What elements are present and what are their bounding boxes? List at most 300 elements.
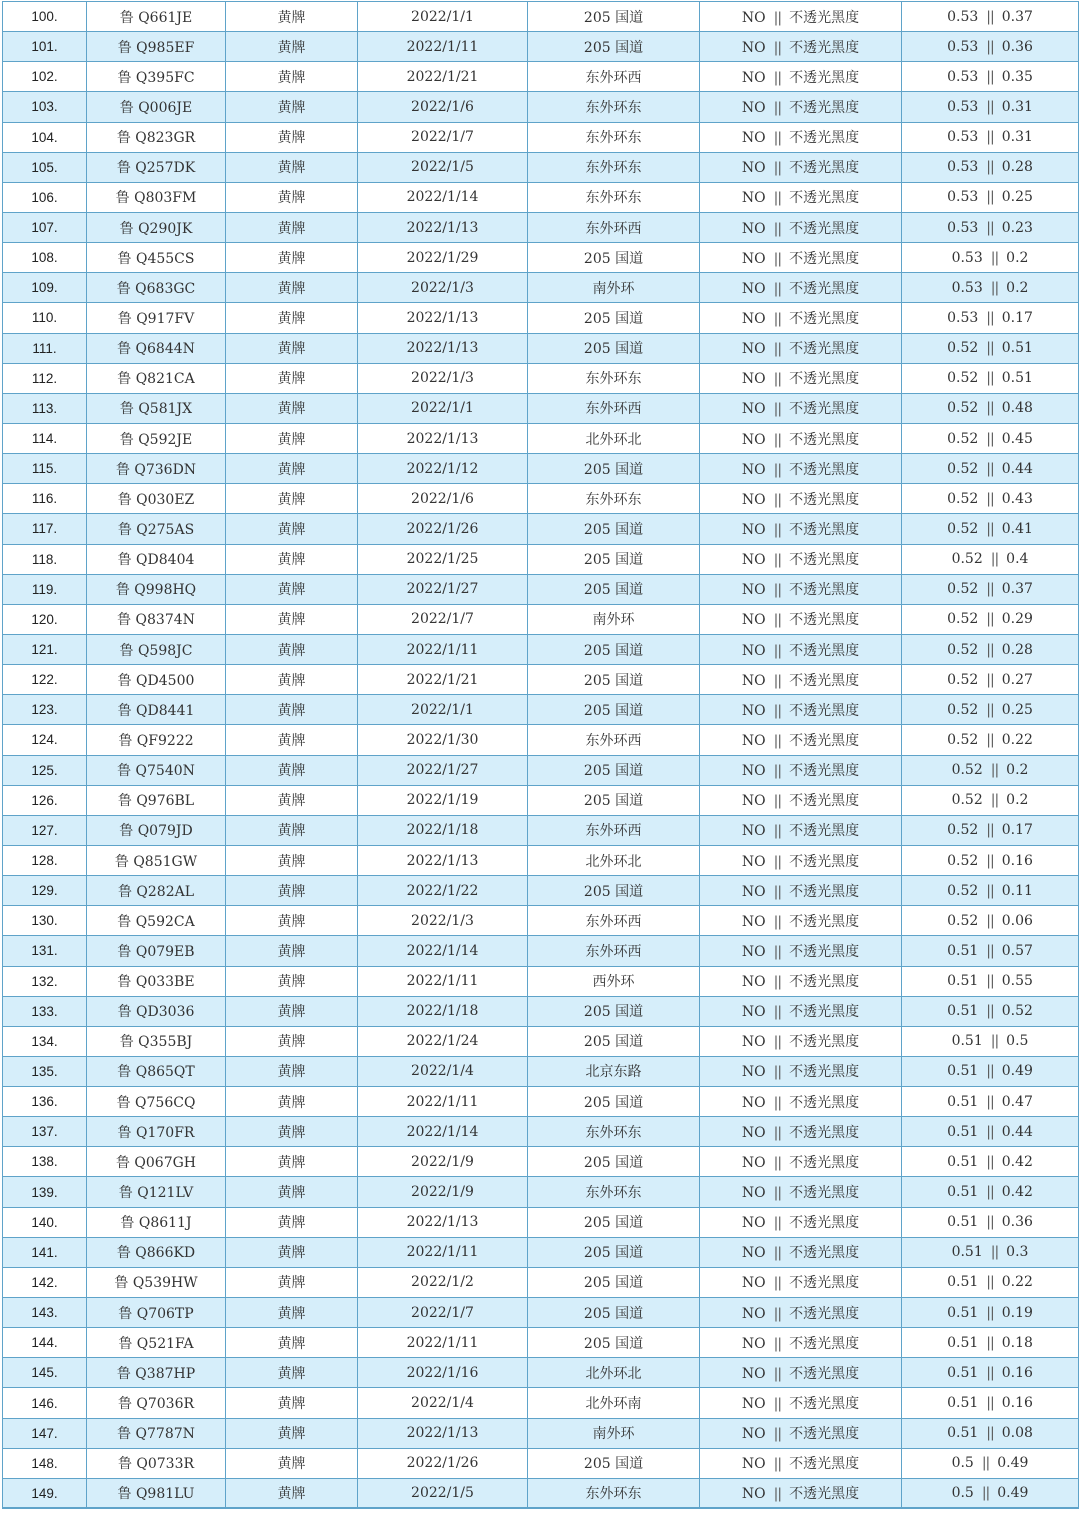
test-item: 不透光黑度 bbox=[789, 582, 860, 599]
measured-value-2: 0.25 bbox=[1001, 701, 1033, 718]
measured-value-1: 0.52 bbox=[947, 581, 979, 598]
result-flag: NO bbox=[741, 793, 766, 810]
test-item-cell bbox=[700, 62, 902, 92]
measured-values-cell bbox=[902, 544, 1079, 574]
table-row bbox=[3, 845, 1079, 875]
separator: || bbox=[773, 461, 782, 478]
separator: || bbox=[986, 882, 994, 899]
separator: || bbox=[986, 38, 994, 55]
measured-value-1: 0.51 bbox=[947, 1153, 979, 1170]
table-row bbox=[3, 1388, 1079, 1418]
result-flag: NO bbox=[741, 431, 766, 448]
test-item: 不透光黑度 bbox=[789, 431, 860, 448]
table-row bbox=[3, 92, 1079, 122]
test-item-cell bbox=[700, 1207, 902, 1237]
row-number: 118. bbox=[3, 544, 87, 574]
test-item-cell bbox=[700, 695, 902, 725]
measured-value-1: 0.52 bbox=[947, 340, 979, 357]
measured-value-2: 0.44 bbox=[1001, 1123, 1033, 1140]
inspection-date: 2022/1/11 bbox=[358, 1237, 528, 1267]
inspection-date: 2022/1/1 bbox=[358, 695, 528, 725]
table-body bbox=[3, 2, 1079, 1509]
test-item: 不透光黑度 bbox=[789, 1335, 860, 1352]
measured-values-cell bbox=[902, 1207, 1079, 1237]
measured-values-cell bbox=[902, 363, 1079, 393]
measured-value-1: 0.52 bbox=[947, 400, 979, 417]
road-location: 西外环 bbox=[528, 966, 700, 996]
test-item: 不透光黑度 bbox=[789, 974, 860, 991]
table-row bbox=[3, 393, 1079, 423]
row-number: 113. bbox=[3, 393, 87, 423]
test-item-cell bbox=[700, 243, 902, 273]
test-item-cell bbox=[700, 1478, 902, 1508]
row-number: 101. bbox=[3, 32, 87, 62]
row-number: 123. bbox=[3, 695, 87, 725]
road-location: 东外环东 bbox=[528, 182, 700, 212]
separator: || bbox=[773, 39, 782, 56]
plate-color: 黄牌 bbox=[226, 785, 358, 815]
measured-values-cell bbox=[902, 876, 1079, 906]
row-number: 147. bbox=[3, 1418, 87, 1448]
road-location: 205 国道 bbox=[528, 755, 700, 785]
result-flag: NO bbox=[741, 461, 766, 478]
test-item: 不透光黑度 bbox=[789, 1154, 860, 1171]
measured-value-1: 0.52 bbox=[947, 671, 979, 688]
inspection-date: 2022/1/27 bbox=[358, 574, 528, 604]
table-row bbox=[3, 725, 1079, 755]
measured-values-cell bbox=[902, 996, 1079, 1026]
measured-value-2: 0.36 bbox=[1001, 38, 1033, 55]
measured-value-1: 0.52 bbox=[947, 611, 979, 628]
table-row bbox=[3, 514, 1079, 544]
measured-values-cell bbox=[902, 966, 1079, 996]
separator: || bbox=[773, 823, 782, 840]
measured-values-cell bbox=[902, 182, 1079, 212]
measured-value-1: 0.53 bbox=[947, 38, 979, 55]
separator: || bbox=[773, 642, 782, 659]
test-item: 不透光黑度 bbox=[789, 1215, 860, 1232]
inspection-date: 2022/1/13 bbox=[358, 1207, 528, 1237]
road-location: 东外环东 bbox=[528, 122, 700, 152]
test-item-cell bbox=[700, 152, 902, 182]
table-row bbox=[3, 815, 1079, 845]
plate-number: 鲁 Q387HP bbox=[87, 1358, 226, 1388]
table-row bbox=[3, 484, 1079, 514]
table-row bbox=[3, 32, 1079, 62]
measured-values-cell bbox=[902, 1478, 1079, 1508]
table-row bbox=[3, 1117, 1079, 1147]
inspection-date: 2022/1/11 bbox=[358, 1087, 528, 1117]
plate-number: 鲁 QD3036 bbox=[87, 996, 226, 1026]
plate-color: 黄牌 bbox=[226, 514, 358, 544]
table-row bbox=[3, 936, 1079, 966]
plate-number: 鲁 Q355BJ bbox=[87, 1026, 226, 1056]
separator: || bbox=[773, 1034, 782, 1051]
inspection-date: 2022/1/11 bbox=[358, 32, 528, 62]
measured-value-1: 0.51 bbox=[947, 1003, 979, 1020]
measured-value-1: 0.51 bbox=[947, 942, 979, 959]
measured-values-cell bbox=[902, 695, 1079, 725]
row-number: 125. bbox=[3, 755, 87, 785]
separator: || bbox=[986, 1063, 994, 1080]
test-item: 不透光黑度 bbox=[789, 280, 860, 297]
plate-color: 黄牌 bbox=[226, 1418, 358, 1448]
separator: || bbox=[773, 9, 782, 26]
test-item-cell bbox=[700, 604, 902, 634]
row-number: 132. bbox=[3, 966, 87, 996]
result-flag: NO bbox=[741, 1456, 766, 1473]
measured-value-2: 0.2 bbox=[1006, 279, 1029, 296]
plate-color: 黄牌 bbox=[226, 906, 358, 936]
inspection-date: 2022/1/6 bbox=[358, 92, 528, 122]
test-item-cell bbox=[700, 2, 902, 32]
table-row bbox=[3, 1026, 1079, 1056]
test-item-cell bbox=[700, 755, 902, 785]
test-item: 不透光黑度 bbox=[789, 69, 860, 86]
separator: || bbox=[773, 310, 782, 327]
test-item-cell bbox=[700, 1388, 902, 1418]
plate-color: 黄牌 bbox=[226, 1087, 358, 1117]
plate-number: 鲁 QF9222 bbox=[87, 725, 226, 755]
test-item: 不透光黑度 bbox=[789, 1396, 860, 1413]
separator: || bbox=[773, 1456, 782, 1473]
table-row bbox=[3, 1087, 1079, 1117]
test-item: 不透光黑度 bbox=[789, 612, 860, 629]
table-row bbox=[3, 333, 1079, 363]
test-item: 不透光黑度 bbox=[789, 702, 860, 719]
table-row bbox=[3, 1056, 1079, 1086]
test-item-cell bbox=[700, 544, 902, 574]
inspection-date: 2022/1/7 bbox=[358, 122, 528, 152]
row-number: 135. bbox=[3, 1056, 87, 1086]
measured-value-2: 0.08 bbox=[1001, 1425, 1033, 1442]
plate-number: 鲁 Q257DK bbox=[87, 152, 226, 182]
plate-color: 黄牌 bbox=[226, 755, 358, 785]
measured-value-1: 0.52 bbox=[947, 460, 979, 477]
measured-value-1: 0.5 bbox=[951, 1455, 974, 1472]
measured-value-1: 0.51 bbox=[947, 1214, 979, 1231]
measured-value-1: 0.53 bbox=[947, 8, 979, 25]
test-item: 不透光黑度 bbox=[789, 1365, 860, 1382]
plate-number: 鲁 Q706TP bbox=[87, 1298, 226, 1328]
separator: || bbox=[773, 1094, 782, 1111]
plate-color: 黄牌 bbox=[226, 966, 358, 996]
result-flag: NO bbox=[741, 974, 766, 991]
test-item-cell bbox=[700, 122, 902, 152]
test-item: 不透光黑度 bbox=[789, 401, 860, 418]
test-item-cell bbox=[700, 32, 902, 62]
plate-number: 鲁 Q7787N bbox=[87, 1418, 226, 1448]
separator: || bbox=[986, 671, 994, 688]
test-item: 不透光黑度 bbox=[789, 461, 860, 478]
road-location: 南外环 bbox=[528, 1418, 700, 1448]
test-item: 不透光黑度 bbox=[789, 220, 860, 237]
table-row bbox=[3, 634, 1079, 664]
inspection-date: 2022/1/16 bbox=[358, 1358, 528, 1388]
separator: || bbox=[986, 1425, 994, 1442]
separator: || bbox=[981, 1455, 990, 1472]
road-location: 东外环东 bbox=[528, 92, 700, 122]
inspection-date: 2022/1/9 bbox=[358, 1147, 528, 1177]
separator: || bbox=[773, 612, 782, 629]
test-item: 不透光黑度 bbox=[789, 99, 860, 116]
road-location: 205 国道 bbox=[528, 2, 700, 32]
inspection-date: 2022/1/13 bbox=[358, 303, 528, 333]
measured-value-1: 0.53 bbox=[947, 98, 979, 115]
result-flag: NO bbox=[741, 130, 766, 147]
separator: || bbox=[986, 98, 994, 115]
table-row bbox=[3, 1298, 1079, 1328]
inspection-date: 2022/1/30 bbox=[358, 725, 528, 755]
test-item-cell bbox=[700, 484, 902, 514]
separator: || bbox=[773, 672, 782, 689]
road-location: 东外环东 bbox=[528, 363, 700, 393]
test-item: 不透光黑度 bbox=[789, 913, 860, 930]
separator: || bbox=[773, 341, 782, 358]
road-location: 北外环北 bbox=[528, 423, 700, 453]
result-flag: NO bbox=[741, 702, 766, 719]
table-row bbox=[3, 785, 1079, 815]
plate-color: 黄牌 bbox=[226, 1328, 358, 1358]
separator: || bbox=[773, 371, 782, 388]
table-row bbox=[3, 695, 1079, 725]
result-flag: NO bbox=[741, 1305, 766, 1322]
road-location: 东外环西 bbox=[528, 212, 700, 242]
inspection-date: 2022/1/13 bbox=[358, 423, 528, 453]
measured-value-2: 0.51 bbox=[1001, 370, 1033, 387]
road-location: 东外环西 bbox=[528, 725, 700, 755]
test-item-cell bbox=[700, 815, 902, 845]
plate-number: 鲁 Q079JD bbox=[87, 815, 226, 845]
measured-values-cell bbox=[902, 273, 1079, 303]
measured-value-2: 0.16 bbox=[1001, 852, 1033, 869]
row-number: 105. bbox=[3, 152, 87, 182]
test-item: 不透光黑度 bbox=[789, 130, 860, 147]
result-flag: NO bbox=[741, 1245, 766, 1262]
row-number: 142. bbox=[3, 1267, 87, 1297]
plate-number: 鲁 Q067GH bbox=[87, 1147, 226, 1177]
measured-values-cell bbox=[902, 484, 1079, 514]
inspection-date: 2022/1/12 bbox=[358, 454, 528, 484]
measured-values-cell bbox=[902, 1026, 1079, 1056]
measured-values-cell bbox=[902, 1418, 1079, 1448]
measured-value-2: 0.57 bbox=[1001, 942, 1033, 959]
row-number: 130. bbox=[3, 906, 87, 936]
separator: || bbox=[773, 793, 782, 810]
road-location: 205 国道 bbox=[528, 1207, 700, 1237]
plate-number: 鲁 QD4500 bbox=[87, 665, 226, 695]
road-location: 205 国道 bbox=[528, 1448, 700, 1478]
table-row bbox=[3, 876, 1079, 906]
measured-values-cell bbox=[902, 1087, 1079, 1117]
result-flag: NO bbox=[741, 642, 766, 659]
separator: || bbox=[986, 1123, 994, 1140]
result-flag: NO bbox=[741, 1004, 766, 1021]
inspection-date: 2022/1/7 bbox=[358, 1298, 528, 1328]
inspection-date: 2022/1/1 bbox=[358, 393, 528, 423]
measured-values-cell bbox=[902, 574, 1079, 604]
test-item-cell bbox=[700, 393, 902, 423]
plate-color: 黄牌 bbox=[226, 1026, 358, 1056]
separator: || bbox=[773, 431, 782, 448]
measured-value-2: 0.18 bbox=[1001, 1334, 1033, 1351]
plate-color: 黄牌 bbox=[226, 1448, 358, 1478]
table-row bbox=[3, 1147, 1079, 1177]
measured-value-2: 0.35 bbox=[1001, 68, 1033, 85]
measured-value-1: 0.52 bbox=[947, 852, 979, 869]
row-number: 140. bbox=[3, 1207, 87, 1237]
separator: || bbox=[986, 68, 994, 85]
inspection-date: 2022/1/9 bbox=[358, 1177, 528, 1207]
test-item-cell bbox=[700, 423, 902, 453]
result-flag: NO bbox=[741, 310, 766, 327]
road-location: 东外环西 bbox=[528, 62, 700, 92]
road-location: 205 国道 bbox=[528, 333, 700, 363]
test-item-cell bbox=[700, 454, 902, 484]
plate-color: 黄牌 bbox=[226, 273, 358, 303]
test-item-cell bbox=[700, 303, 902, 333]
measured-values-cell bbox=[902, 32, 1079, 62]
result-flag: NO bbox=[741, 1426, 766, 1443]
measured-value-1: 0.53 bbox=[947, 159, 979, 176]
separator: || bbox=[773, 853, 782, 870]
inspection-date: 2022/1/22 bbox=[358, 876, 528, 906]
row-number: 139. bbox=[3, 1177, 87, 1207]
separator: || bbox=[986, 641, 994, 658]
result-flag: NO bbox=[741, 1034, 766, 1051]
plate-number: 鲁 Q823GR bbox=[87, 122, 226, 152]
measured-values-cell bbox=[902, 1237, 1079, 1267]
separator: || bbox=[986, 822, 994, 839]
separator: || bbox=[773, 250, 782, 267]
separator: || bbox=[773, 1396, 782, 1413]
plate-number: 鲁 Q821CA bbox=[87, 363, 226, 393]
test-item: 不透光黑度 bbox=[789, 1305, 860, 1322]
inspection-date: 2022/1/13 bbox=[358, 845, 528, 875]
result-flag: NO bbox=[741, 552, 766, 569]
road-location: 205 国道 bbox=[528, 574, 700, 604]
separator: || bbox=[773, 1185, 782, 1202]
table-row bbox=[3, 363, 1079, 393]
inspection-date: 2022/1/1 bbox=[358, 2, 528, 32]
plate-number: 鲁 Q976BL bbox=[87, 785, 226, 815]
separator: || bbox=[990, 762, 999, 779]
measured-value-2: 0.11 bbox=[1001, 882, 1033, 899]
row-number: 148. bbox=[3, 1448, 87, 1478]
inspection-date: 2022/1/21 bbox=[358, 62, 528, 92]
test-item: 不透光黑度 bbox=[789, 642, 860, 659]
table-row bbox=[3, 273, 1079, 303]
plate-number: 鲁 Q598JC bbox=[87, 634, 226, 664]
row-number: 104. bbox=[3, 122, 87, 152]
road-location: 205 国道 bbox=[528, 1267, 700, 1297]
measured-values-cell bbox=[902, 1358, 1079, 1388]
separator: || bbox=[773, 702, 782, 719]
measured-value-2: 0.37 bbox=[1001, 581, 1033, 598]
separator: || bbox=[990, 551, 999, 568]
test-item-cell bbox=[700, 273, 902, 303]
plate-color: 黄牌 bbox=[226, 695, 358, 725]
plate-number: 鲁 Q6844N bbox=[87, 333, 226, 363]
separator: || bbox=[986, 1304, 994, 1321]
plate-color: 黄牌 bbox=[226, 1147, 358, 1177]
measured-values-cell bbox=[902, 1448, 1079, 1478]
measured-value-2: 0.47 bbox=[1001, 1093, 1033, 1110]
row-number: 112. bbox=[3, 363, 87, 393]
measured-value-2: 0.22 bbox=[1001, 731, 1033, 748]
test-item: 不透光黑度 bbox=[789, 1185, 860, 1202]
row-number: 127. bbox=[3, 815, 87, 845]
test-item-cell bbox=[700, 363, 902, 393]
result-flag: NO bbox=[741, 883, 766, 900]
plate-number: 鲁 Q006JE bbox=[87, 92, 226, 122]
road-location: 北外环北 bbox=[528, 845, 700, 875]
plate-number: 鲁 Q7540N bbox=[87, 755, 226, 785]
test-item-cell bbox=[700, 1418, 902, 1448]
separator: || bbox=[986, 1003, 994, 1020]
test-item: 不透光黑度 bbox=[789, 823, 860, 840]
result-flag: NO bbox=[741, 853, 766, 870]
row-number: 137. bbox=[3, 1117, 87, 1147]
inspection-date: 2022/1/3 bbox=[358, 273, 528, 303]
plate-number: 鲁 Q121LV bbox=[87, 1177, 226, 1207]
measured-values-cell bbox=[902, 1388, 1079, 1418]
test-item-cell bbox=[700, 333, 902, 363]
plate-number: 鲁 Q736DN bbox=[87, 454, 226, 484]
separator: || bbox=[773, 763, 782, 780]
separator: || bbox=[986, 189, 994, 206]
measured-value-1: 0.53 bbox=[947, 219, 979, 236]
row-number: 138. bbox=[3, 1147, 87, 1177]
road-location: 南外环 bbox=[528, 604, 700, 634]
plate-color: 黄牌 bbox=[226, 212, 358, 242]
inspection-date: 2022/1/14 bbox=[358, 936, 528, 966]
measured-values-cell bbox=[902, 785, 1079, 815]
table-row bbox=[3, 423, 1079, 453]
measured-value-2: 0.41 bbox=[1001, 520, 1033, 537]
measured-values-cell bbox=[902, 1056, 1079, 1086]
test-item: 不透光黑度 bbox=[789, 1094, 860, 1111]
test-item-cell bbox=[700, 1358, 902, 1388]
result-flag: NO bbox=[741, 250, 766, 267]
plate-color: 黄牌 bbox=[226, 996, 358, 1026]
test-item: 不透光黑度 bbox=[789, 160, 860, 177]
measured-values-cell bbox=[902, 1117, 1079, 1147]
plate-color: 黄牌 bbox=[226, 544, 358, 574]
plate-number: 鲁 Q539HW bbox=[87, 1267, 226, 1297]
measured-value-2: 0.06 bbox=[1001, 912, 1033, 929]
plate-color: 黄牌 bbox=[226, 574, 358, 604]
measured-values-cell bbox=[902, 2, 1079, 32]
measured-value-2: 0.17 bbox=[1001, 822, 1033, 839]
plate-number: 鲁 Q865QT bbox=[87, 1056, 226, 1086]
plate-color: 黄牌 bbox=[226, 1056, 358, 1086]
separator: || bbox=[773, 1004, 782, 1021]
plate-number: 鲁 Q998HQ bbox=[87, 574, 226, 604]
road-location: 东外环东 bbox=[528, 1478, 700, 1508]
inspection-date: 2022/1/2 bbox=[358, 1267, 528, 1297]
plate-number: 鲁 Q917FV bbox=[87, 303, 226, 333]
measured-value-2: 0.28 bbox=[1001, 641, 1033, 658]
inspection-date: 2022/1/13 bbox=[358, 1418, 528, 1448]
row-number: 141. bbox=[3, 1237, 87, 1267]
test-item: 不透光黑度 bbox=[789, 853, 860, 870]
test-item: 不透光黑度 bbox=[789, 672, 860, 689]
separator: || bbox=[986, 611, 994, 628]
measured-value-1: 0.53 bbox=[951, 279, 983, 296]
result-flag: NO bbox=[741, 612, 766, 629]
row-number: 119. bbox=[3, 574, 87, 604]
